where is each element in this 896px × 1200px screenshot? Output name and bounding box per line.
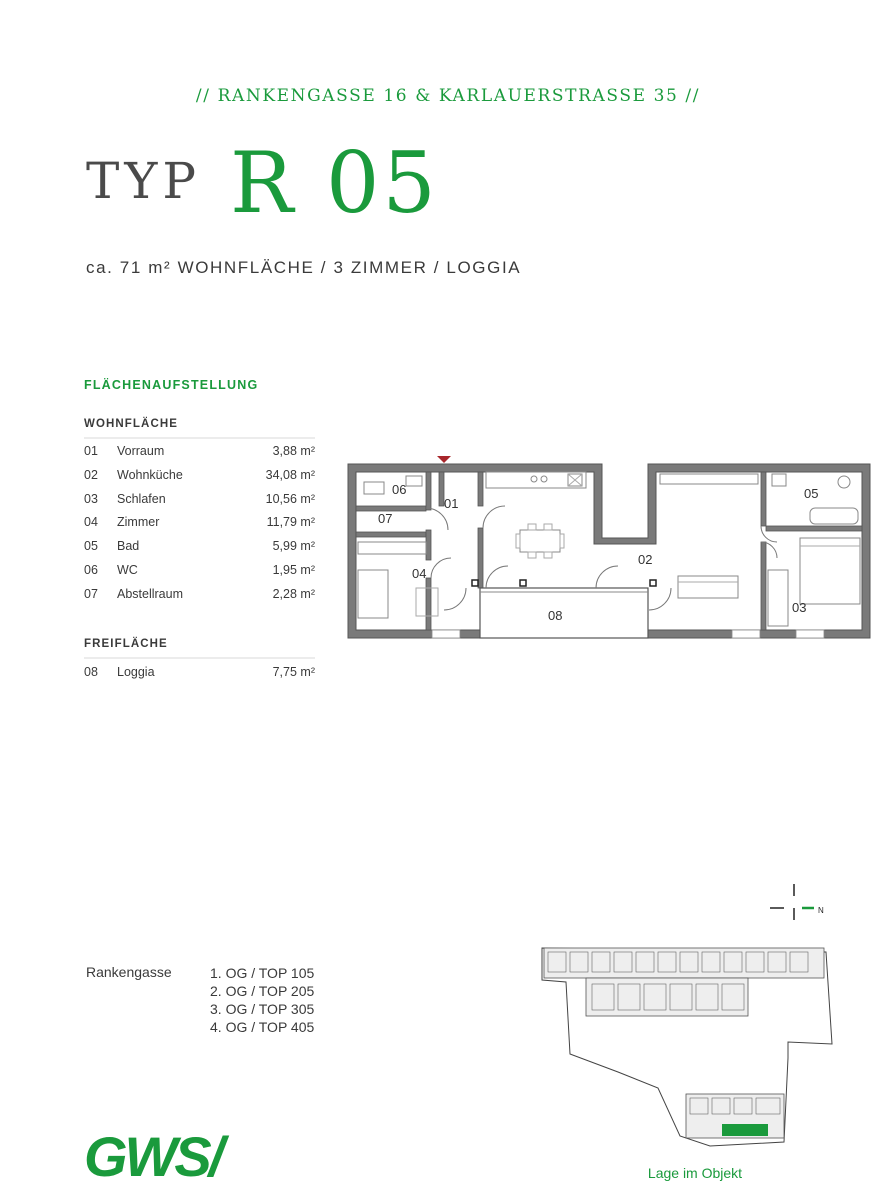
area-row xyxy=(84,559,315,583)
room-number: 01 xyxy=(84,444,98,458)
gws-logo-text: GWS/ xyxy=(84,1128,222,1182)
room-label-02: 02 xyxy=(638,552,653,567)
room-name: Vorraum xyxy=(117,444,165,458)
area-row xyxy=(84,440,315,464)
room-area: 2,28 m² xyxy=(272,586,315,601)
room-area: 7,75 m² xyxy=(272,665,315,679)
living-area-divider xyxy=(84,437,315,439)
room-number: 07 xyxy=(84,586,98,601)
room-area: 10,56 m² xyxy=(265,491,315,506)
living-area-table xyxy=(84,440,315,607)
area-row xyxy=(84,583,315,607)
room-label-01: 01 xyxy=(444,496,459,511)
site-plan xyxy=(530,880,850,1170)
area-overview-title: FLÄCHENAUFSTELLUNG xyxy=(84,378,259,392)
room-number: 02 xyxy=(84,467,98,482)
gws-logo xyxy=(84,1128,244,1182)
room-label-04: 04 xyxy=(412,566,427,581)
north-label: N xyxy=(818,906,824,915)
top-item: 4. OG / TOP 405 xyxy=(210,1019,315,1035)
area-row xyxy=(84,488,315,512)
apartment-summary: ca. 71 m² WOHNFLÄCHE / 3 ZIMMER / LOGGIA xyxy=(86,258,522,277)
room-label-08: 08 xyxy=(548,608,563,623)
type-label: TYP xyxy=(86,152,201,210)
room-area: 3,88 m² xyxy=(272,444,315,458)
area-row xyxy=(84,511,315,535)
room-number: 05 xyxy=(84,539,98,554)
area-row xyxy=(84,535,315,559)
top-item: 1. OG / TOP 105 xyxy=(210,965,315,981)
room-label-07: 07 xyxy=(378,511,393,526)
room-name: Abstellraum xyxy=(117,586,183,601)
room-label-05: 05 xyxy=(804,486,819,501)
room-area: 1,95 m² xyxy=(272,562,315,577)
location-caption: Lage im Objekt xyxy=(647,1165,743,1181)
room-name: Loggia xyxy=(117,665,155,679)
top-item: 2. OG / TOP 205 xyxy=(210,983,315,999)
room-label-03: 03 xyxy=(792,600,807,615)
compass-icon xyxy=(770,884,814,920)
room-number: 04 xyxy=(84,515,98,530)
room-label-06: 06 xyxy=(392,482,407,497)
room-number: 03 xyxy=(84,491,98,506)
floor-plan xyxy=(344,452,876,644)
room-name: Wohnküche xyxy=(117,467,183,482)
outdoor-area-title: FREIFLÄCHE xyxy=(84,638,168,650)
outdoor-area-divider xyxy=(84,657,315,659)
street-name: Rankengasse xyxy=(86,964,172,980)
top-item: 3. OG / TOP 305 xyxy=(210,1001,315,1017)
room-number: 06 xyxy=(84,562,98,577)
room-area: 34,08 m² xyxy=(265,467,315,482)
room-name: Schlafen xyxy=(117,491,166,506)
outdoor-area-table xyxy=(84,661,315,685)
room-name: Bad xyxy=(117,539,140,554)
address-header: // RANKENGASSE 16 & KARLAUERSTRASSE 35 // xyxy=(195,86,701,106)
room-number: 08 xyxy=(84,665,98,679)
unit-location-highlight xyxy=(722,1124,768,1136)
room-area: 5,99 m² xyxy=(272,539,315,554)
area-row xyxy=(84,661,315,685)
area-row xyxy=(84,464,315,488)
room-name: WC xyxy=(117,562,138,577)
living-area-title: WOHNFLÄCHE xyxy=(84,418,179,430)
room-name: Zimmer xyxy=(117,515,160,530)
top-list xyxy=(210,964,340,1036)
type-code: R 05 xyxy=(230,134,439,232)
room-area: 11,79 m² xyxy=(266,515,315,530)
entrance-marker-icon xyxy=(437,456,451,463)
